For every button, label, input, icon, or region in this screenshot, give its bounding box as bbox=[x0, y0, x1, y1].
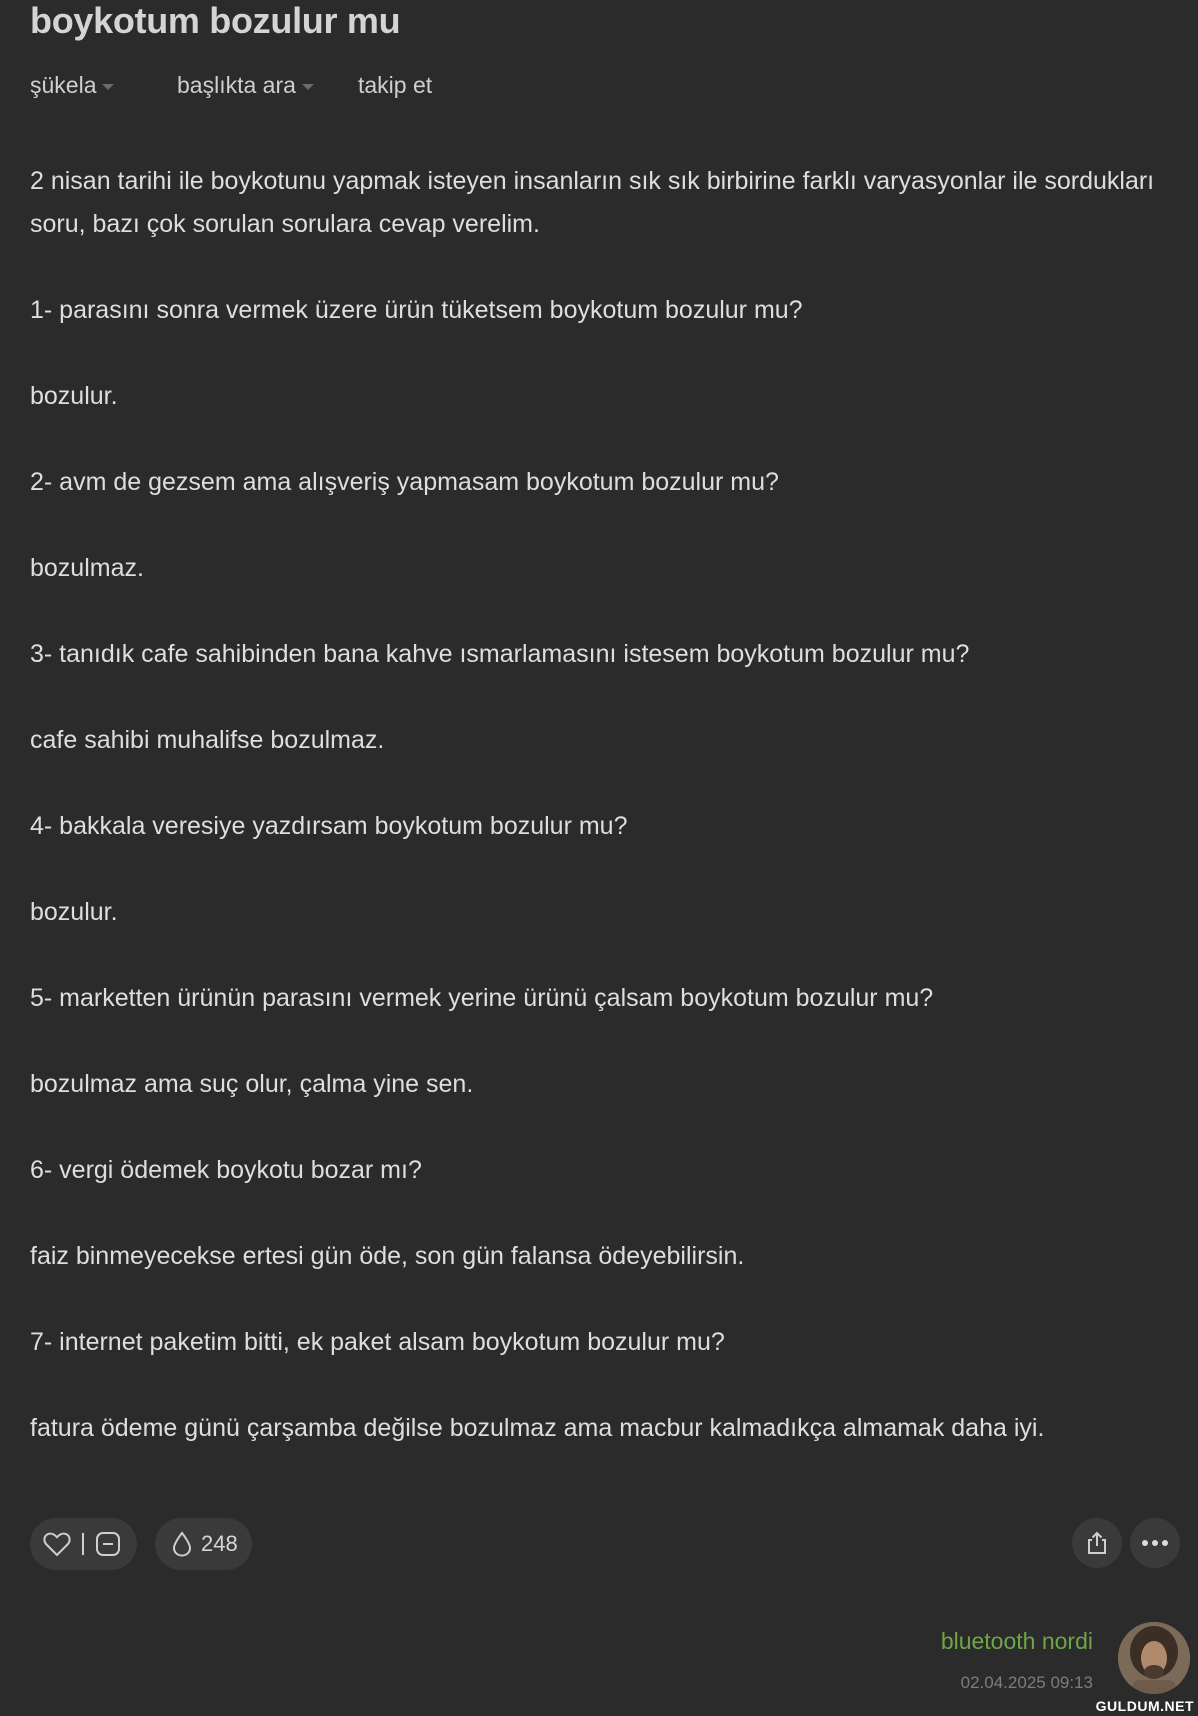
entry-paragraph: bozulmaz ama suç olur, çalma yine sen. bbox=[30, 1070, 474, 1098]
vote-divider bbox=[82, 1533, 84, 1555]
favorite-count: 248 bbox=[201, 1531, 238, 1556]
entry-paragraph: 3- tanıdık cafe sahibinden bana kahve ısmarlamasını istesem boykotum bozulur mu? bbox=[30, 640, 970, 668]
favorite-button[interactable] bbox=[155, 1518, 252, 1570]
vote-pill bbox=[30, 1518, 137, 1570]
entry-paragraph: fatura ödeme günü çarşamba değilse bozulmaz ama macbur kalmadıkça almamak daha iyi. bbox=[30, 1414, 1045, 1442]
entry-paragraph: cafe sahibi muhalifse bozulmaz. bbox=[30, 726, 385, 754]
search-in-topic-dropdown[interactable] bbox=[177, 72, 314, 99]
entry-paragraph: 7- internet paketim bitti, ek paket alsam boykotum bozulur mu? bbox=[30, 1328, 725, 1356]
drop-icon bbox=[169, 1530, 195, 1558]
avatar[interactable] bbox=[1118, 1622, 1190, 1694]
upvote-heart-button[interactable] bbox=[42, 1530, 72, 1558]
share-icon bbox=[1085, 1530, 1109, 1556]
more-options-button[interactable] bbox=[1130, 1518, 1180, 1568]
share-button[interactable] bbox=[1072, 1518, 1122, 1568]
entry-paragraph: 2 nisan tarihi ile boykotunu yapmak isteyen insanların sık sık birbirine farklı varyasyonlar ile sordukları soru, bazı çok sorulan sorulara cevap verelim. bbox=[30, 167, 1155, 238]
minus-box-icon bbox=[94, 1530, 122, 1558]
downvote-button[interactable] bbox=[94, 1530, 122, 1558]
follow-label: takip et bbox=[358, 72, 433, 98]
avatar-image bbox=[1118, 1622, 1190, 1694]
entry-actions bbox=[30, 1518, 1180, 1570]
entry-paragraph: bozulur. bbox=[30, 898, 118, 926]
entry-paragraph: bozulmaz. bbox=[30, 554, 144, 582]
entry-content bbox=[30, 160, 1160, 1493]
heart-icon bbox=[42, 1530, 72, 1558]
follow-link[interactable] bbox=[358, 72, 432, 99]
entry-paragraph: faiz binmeyecekse ertesi gün öde, son gün falansa ödeyebilirsin. bbox=[30, 1242, 745, 1270]
search-in-topic-label: başlıkta ara bbox=[177, 72, 296, 98]
sort-label: şükela bbox=[30, 72, 97, 98]
entry-paragraph: 2- avm de gezsem ama alışveriş yapmasam boykotum bozulur mu? bbox=[30, 468, 779, 496]
entry-paragraph: bozulur. bbox=[30, 382, 118, 410]
chevron-down-icon bbox=[302, 84, 314, 90]
entry-paragraph: 5- marketten ürünün parasını vermek yerine ürünü çalsam boykotum bozulur mu? bbox=[30, 984, 934, 1012]
watermark: GULDUM.NET bbox=[1095, 1698, 1194, 1714]
chevron-down-icon bbox=[102, 84, 114, 90]
sort-dropdown[interactable] bbox=[30, 72, 114, 99]
entry-title[interactable]: boykotum bozulur mu bbox=[30, 0, 401, 41]
author-link[interactable]: bluetooth nordi bbox=[940, 1628, 1093, 1654]
more-dots-icon bbox=[1141, 1539, 1169, 1547]
entry-paragraph: 4- bakkala veresiye yazdırsam boykotum bozulur mu? bbox=[30, 812, 628, 840]
entry-paragraph: 1- parasını sonra vermek üzere ürün tüketsem boykotum bozulur mu? bbox=[30, 296, 803, 324]
entry-date[interactable]: 02.04.2025 09:13 bbox=[960, 1673, 1093, 1692]
entry-paragraph: 6- vergi ödemek boykotu bozar mı? bbox=[30, 1156, 422, 1184]
